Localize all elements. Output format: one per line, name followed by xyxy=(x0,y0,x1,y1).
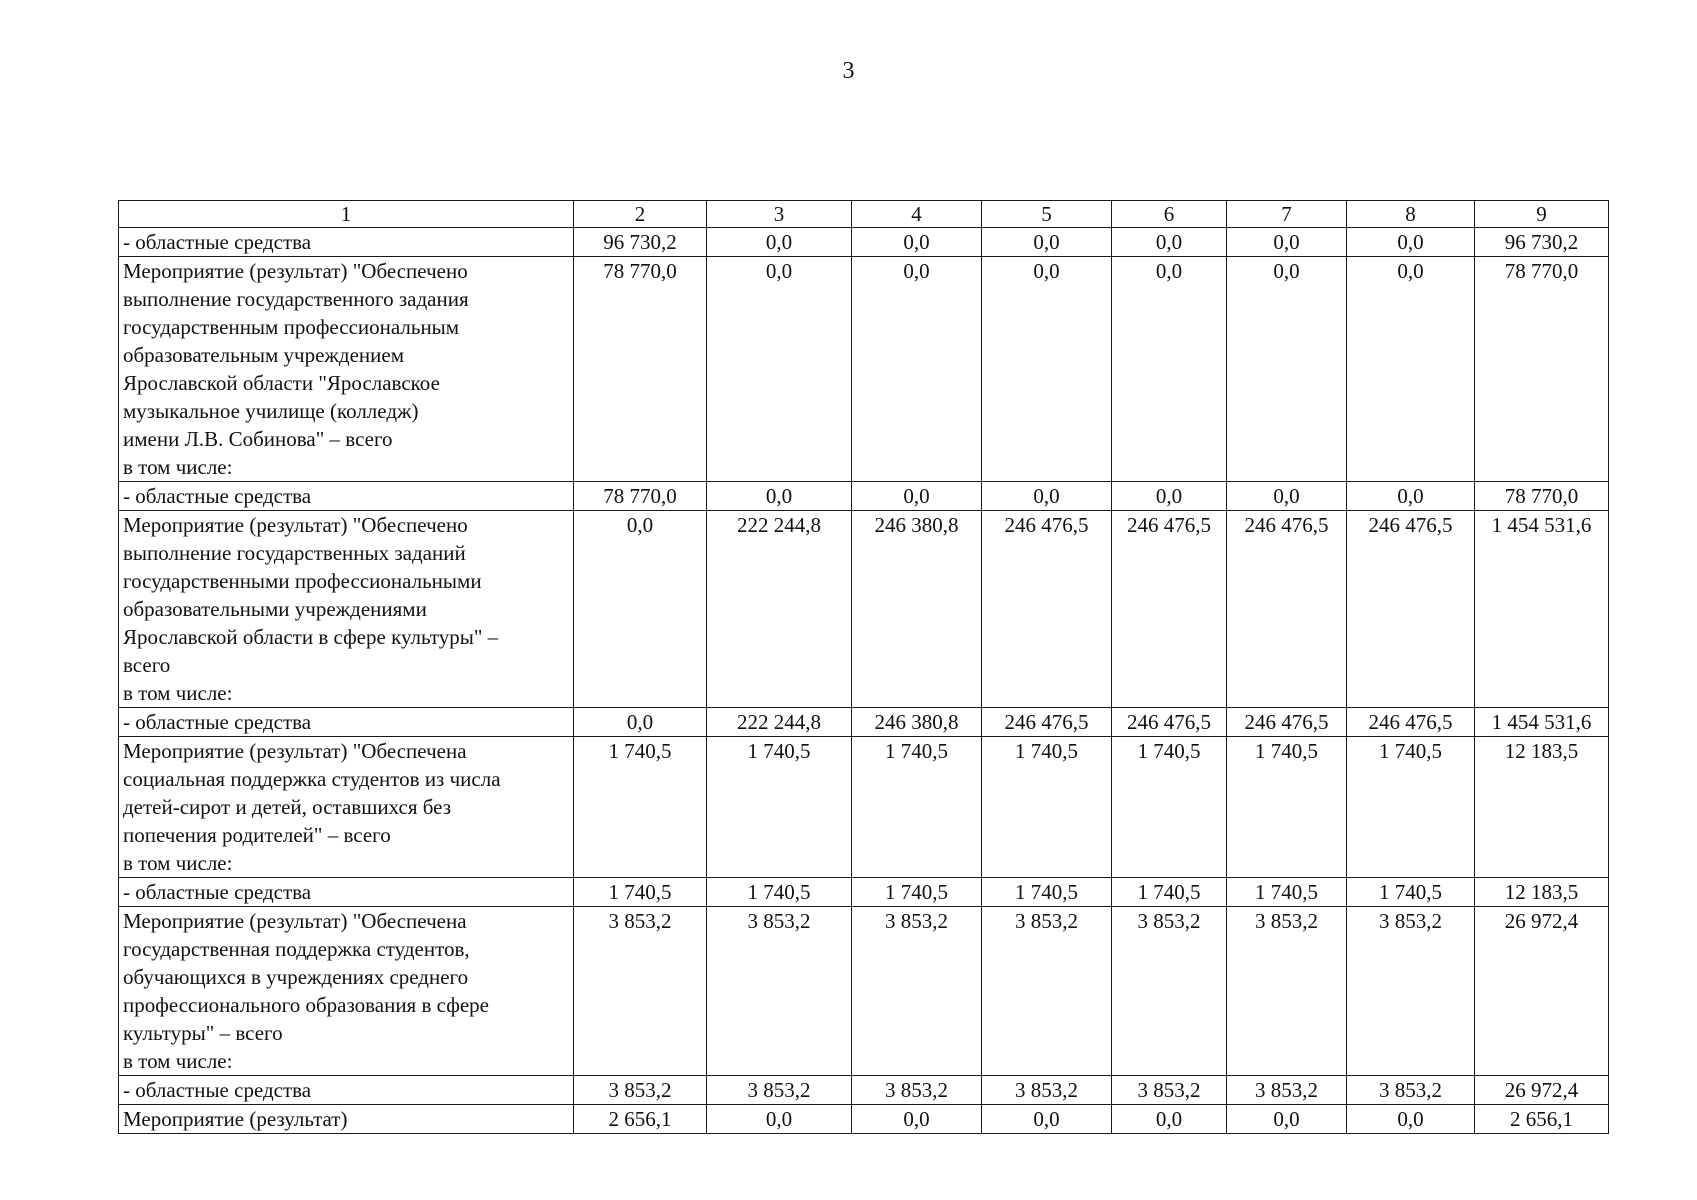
value-cell: 3 853,2 xyxy=(1227,907,1347,1076)
value-cell: 3 853,2 xyxy=(1112,907,1227,1076)
value-cell: 3 853,2 xyxy=(852,907,982,1076)
budget-table xyxy=(118,200,1609,1134)
column-number: 4 xyxy=(852,201,982,228)
value-cell: 0,0 xyxy=(1227,257,1347,482)
value-cell: 1 740,5 xyxy=(1347,737,1475,878)
table-row xyxy=(119,1105,1609,1134)
value-cell: 246 476,5 xyxy=(1227,708,1347,737)
value-cell: 1 740,5 xyxy=(574,737,707,878)
value-cell: 246 476,5 xyxy=(1347,708,1475,737)
value-cell: 246 476,5 xyxy=(982,708,1112,737)
row-label: Мероприятие (результат) xyxy=(119,1105,574,1134)
value-cell: 1 740,5 xyxy=(852,737,982,878)
value-cell: 1 740,5 xyxy=(1112,878,1227,907)
row-label: - областные средства xyxy=(119,878,574,907)
column-number: 8 xyxy=(1347,201,1475,228)
value-cell: 3 853,2 xyxy=(707,1076,852,1105)
value-cell: 78 770,0 xyxy=(574,482,707,511)
value-cell: 0,0 xyxy=(1347,482,1475,511)
value-cell: 1 740,5 xyxy=(982,878,1112,907)
value-cell: 0,0 xyxy=(1112,228,1227,257)
value-cell: 0,0 xyxy=(1112,482,1227,511)
column-number: 2 xyxy=(574,201,707,228)
row-label: - областные средства xyxy=(119,228,574,257)
value-cell: 222 244,8 xyxy=(707,511,852,708)
value-cell: 78 770,0 xyxy=(1475,257,1609,482)
value-cell: 0,0 xyxy=(852,228,982,257)
column-number: 1 xyxy=(119,201,574,228)
row-label: Мероприятие (результат) "Обеспечена государственная поддержка студентов, обучающихся в учреждениях среднего профессионального образования в сфере культуры" – всего в том числе: xyxy=(119,907,574,1076)
value-cell: 0,0 xyxy=(574,511,707,708)
value-cell: 3 853,2 xyxy=(1227,1076,1347,1105)
value-cell: 0,0 xyxy=(707,1105,852,1134)
value-cell: 0,0 xyxy=(852,257,982,482)
table-row xyxy=(119,482,1609,511)
value-cell: 1 740,5 xyxy=(574,878,707,907)
header-row xyxy=(119,201,1609,228)
table-row xyxy=(119,1076,1609,1105)
value-cell: 78 770,0 xyxy=(574,257,707,482)
value-cell: 0,0 xyxy=(1347,228,1475,257)
value-cell: 96 730,2 xyxy=(574,228,707,257)
row-label: Мероприятие (результат) "Обеспечена социальная поддержка студентов из числа детей-сирот и детей, оставшихся без попечения родителей" – всего в том числе: xyxy=(119,737,574,878)
value-cell: 222 244,8 xyxy=(707,708,852,737)
row-label: - областные средства xyxy=(119,1076,574,1105)
value-cell: 1 740,5 xyxy=(707,737,852,878)
value-cell: 246 476,5 xyxy=(1112,511,1227,708)
table-row xyxy=(119,257,1609,482)
value-cell: 3 853,2 xyxy=(1112,1076,1227,1105)
table-body xyxy=(119,228,1609,1134)
value-cell: 0,0 xyxy=(982,228,1112,257)
value-cell: 26 972,4 xyxy=(1475,907,1609,1076)
row-label: - областные средства xyxy=(119,708,574,737)
value-cell: 0,0 xyxy=(1112,1105,1227,1134)
value-cell: 12 183,5 xyxy=(1475,878,1609,907)
value-cell: 246 380,8 xyxy=(852,708,982,737)
value-cell: 1 740,5 xyxy=(1347,878,1475,907)
value-cell: 3 853,2 xyxy=(982,1076,1112,1105)
value-cell: 3 853,2 xyxy=(707,907,852,1076)
value-cell: 1 740,5 xyxy=(1227,737,1347,878)
row-label: Мероприятие (результат) "Обеспечено выполнение государственного задания государственным профессиональным образовательным учреждением Ярославской области "Ярославское музыкальное училище (колледж) имени Л.В. Собинова" – всего в том числе: xyxy=(119,257,574,482)
value-cell: 246 476,5 xyxy=(982,511,1112,708)
value-cell: 0,0 xyxy=(982,482,1112,511)
value-cell: 246 476,5 xyxy=(1227,511,1347,708)
table-row xyxy=(119,878,1609,907)
table-header xyxy=(119,201,1609,228)
column-number: 7 xyxy=(1227,201,1347,228)
table-row xyxy=(119,907,1609,1076)
value-cell: 1 454 531,6 xyxy=(1475,511,1609,708)
value-cell: 3 853,2 xyxy=(1347,1076,1475,1105)
value-cell: 3 853,2 xyxy=(1347,907,1475,1076)
page-number: 3 xyxy=(842,58,855,84)
column-number: 9 xyxy=(1475,201,1609,228)
value-cell: 0,0 xyxy=(982,257,1112,482)
value-cell: 1 740,5 xyxy=(1112,737,1227,878)
value-cell: 26 972,4 xyxy=(1475,1076,1609,1105)
value-cell: 246 380,8 xyxy=(852,511,982,708)
value-cell: 0,0 xyxy=(707,482,852,511)
value-cell: 0,0 xyxy=(1227,482,1347,511)
value-cell: 0,0 xyxy=(982,1105,1112,1134)
value-cell: 246 476,5 xyxy=(1347,511,1475,708)
column-number: 5 xyxy=(982,201,1112,228)
value-cell: 3 853,2 xyxy=(852,1076,982,1105)
value-cell: 0,0 xyxy=(1227,1105,1347,1134)
value-cell: 2 656,1 xyxy=(1475,1105,1609,1134)
value-cell: 3 853,2 xyxy=(982,907,1112,1076)
value-cell: 0,0 xyxy=(574,708,707,737)
value-cell: 1 454 531,6 xyxy=(1475,708,1609,737)
row-label: - областные средства xyxy=(119,482,574,511)
value-cell: 1 740,5 xyxy=(707,878,852,907)
value-cell: 96 730,2 xyxy=(1475,228,1609,257)
value-cell: 0,0 xyxy=(707,228,852,257)
value-cell: 0,0 xyxy=(852,482,982,511)
value-cell: 2 656,1 xyxy=(574,1105,707,1134)
value-cell: 78 770,0 xyxy=(1475,482,1609,511)
column-number: 6 xyxy=(1112,201,1227,228)
value-cell: 12 183,5 xyxy=(1475,737,1609,878)
value-cell: 1 740,5 xyxy=(1227,878,1347,907)
column-number: 3 xyxy=(707,201,852,228)
value-cell: 1 740,5 xyxy=(852,878,982,907)
table-row xyxy=(119,511,1609,708)
value-cell: 0,0 xyxy=(707,257,852,482)
value-cell: 0,0 xyxy=(1347,257,1475,482)
value-cell: 246 476,5 xyxy=(1112,708,1227,737)
value-cell: 1 740,5 xyxy=(982,737,1112,878)
value-cell: 3 853,2 xyxy=(574,907,707,1076)
value-cell: 3 853,2 xyxy=(574,1076,707,1105)
value-cell: 0,0 xyxy=(852,1105,982,1134)
table-row xyxy=(119,708,1609,737)
value-cell: 0,0 xyxy=(1112,257,1227,482)
table-row xyxy=(119,737,1609,878)
table-row xyxy=(119,228,1609,257)
value-cell: 0,0 xyxy=(1227,228,1347,257)
value-cell: 0,0 xyxy=(1347,1105,1475,1134)
row-label: Мероприятие (результат) "Обеспечено выполнение государственных заданий государственными профессиональными образовательными учреждениями Ярославской области в сфере культуры" – всего в том числе: xyxy=(119,511,574,708)
